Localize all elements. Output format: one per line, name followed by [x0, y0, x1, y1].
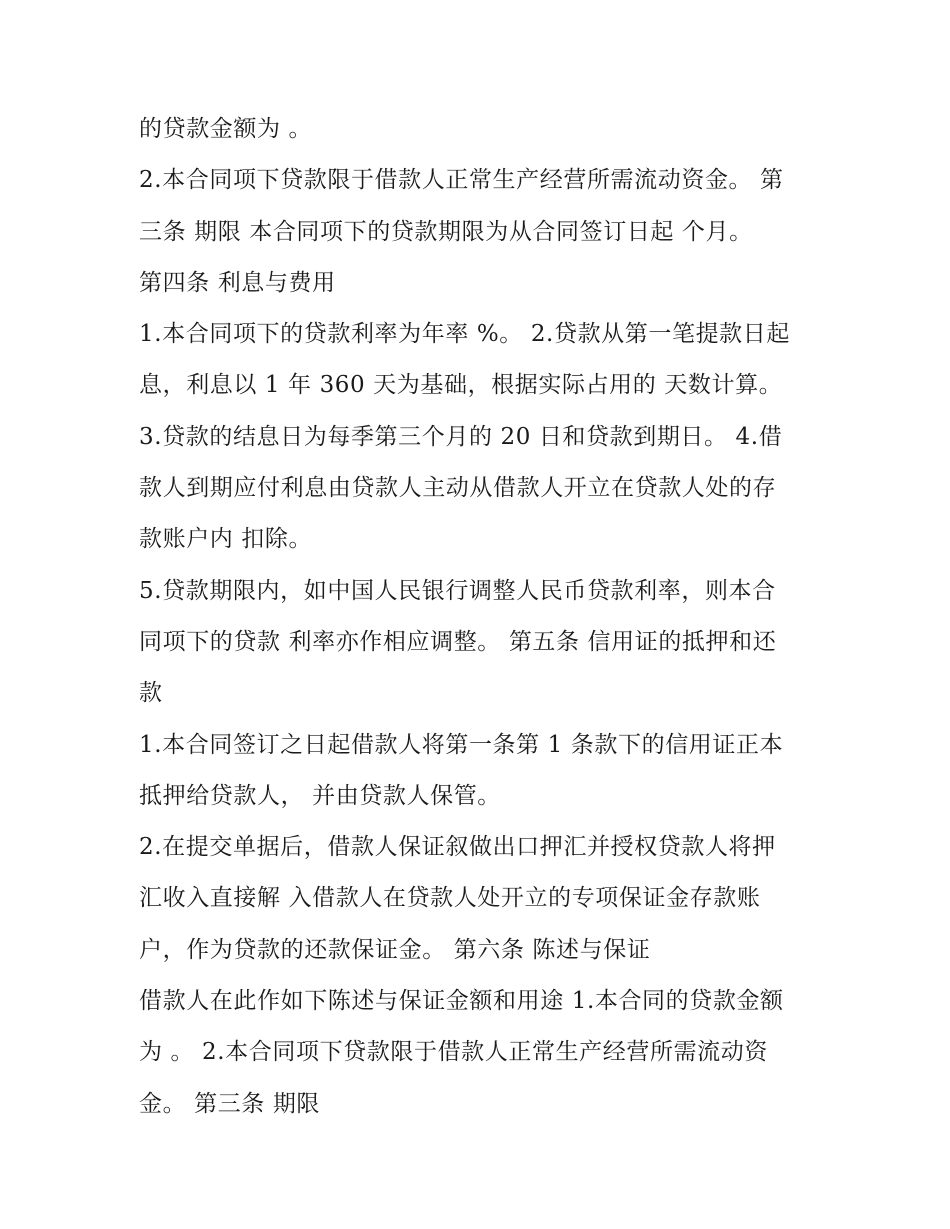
text-line: 的贷款金额为 。 — [139, 116, 313, 142]
text-line: 1.本合同项下的贷款利率为年率 %。 2.贷款从第一笔提款日起 — [139, 321, 790, 348]
text-line: 为 。 2.本合同项下贷款限于借款人正常生产经营所需流动资 — [139, 1039, 768, 1066]
text-line: 2.在提交单据后，借款人保证叙做出口押汇并授权贷款人将押 — [139, 834, 776, 861]
text-line: 金。 第三条 期限 — [139, 1090, 321, 1117]
text-line: 三条 期限 本合同项下的贷款期限为从合同签订日起 个月。 — [139, 218, 753, 245]
text-line: 2.本合同项下贷款限于借款人正常生产经营所需流动资金。 第 — [139, 167, 784, 194]
section-heading-line: 第四条 利息与费用 — [139, 269, 336, 296]
document-body-text — [139, 104, 819, 1130]
text-line: 3.贷款的结息日为每季第三个月的 20 日和贷款到期日。 4.借 — [139, 423, 783, 450]
text-line: 款人到期应付利息由贷款人主动从借款人开立在贷款人处的存 — [139, 475, 777, 502]
text-line: 款 — [139, 680, 163, 707]
text-line: 5.贷款期限内，如中国人民银行调整人民币贷款利率，则本合 — [139, 577, 776, 604]
text-line: 抵押给贷款人， 并由贷款人保管。 — [139, 782, 501, 809]
text-line: 同项下的贷款 利率亦作相应调整。 第五条 信用证的抵押和还 — [139, 628, 777, 655]
text-line: 款账户内 扣除。 — [139, 526, 313, 553]
text-line: 汇收入直接解 入借款人在贷款人处开立的专项保证金存款账 — [139, 885, 761, 912]
text-line: 息，利息以 1 年 360 天为基础，根据实际占用的 天数计算。 — [139, 372, 783, 399]
text-line: 1.本合同签订之日起借款人将第一条第 1 条款下的信用证正本 — [139, 731, 784, 758]
text-line: 借款人在此作如下陈述与保证金额和用途 1.本合同的贷款金额 — [139, 988, 784, 1015]
text-line: 户，作为贷款的还款保证金。 第六条 陈述与保证 — [139, 936, 651, 963]
